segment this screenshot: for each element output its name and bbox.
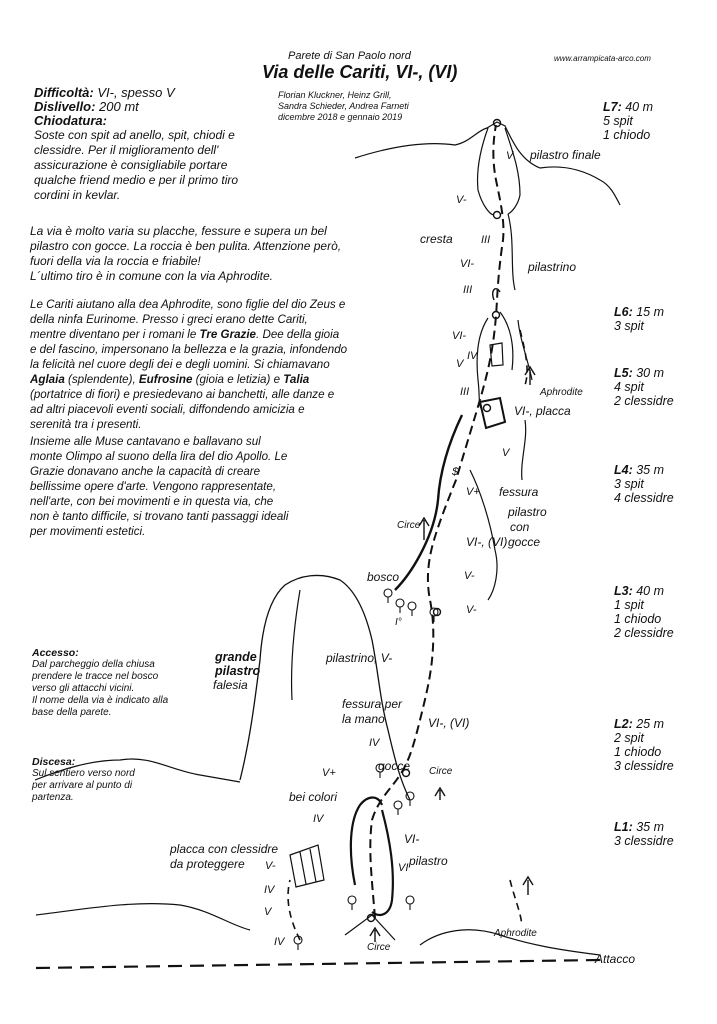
- upper-pillar: [477, 312, 513, 410]
- grade-vminus-b: V-: [466, 604, 477, 616]
- route-title: Via delle Cariti, VI-, (VI): [262, 62, 458, 82]
- pitch-l7: L7: 40 m 5 spit 1 chiodo: [603, 100, 654, 142]
- label-pilastrino: pilastrino: [528, 260, 577, 274]
- grade-vi-a: VI-: [460, 258, 475, 270]
- pitch-l4: L4: 35 m 3 spit 4 clessidre: [614, 463, 674, 505]
- grade-vplus-a: V+: [466, 486, 480, 498]
- pitch-l5: L5: 30 m 4 spit 2 clessidre: [614, 366, 674, 408]
- label-circe-lower: Circe: [429, 766, 453, 777]
- authors: Florian Kluckner, Heinz Grill, Sandra Schieder, Andrea Farneti dicembre 2018 e gennaio 2019: [278, 90, 409, 122]
- ground-line: [36, 960, 600, 968]
- gear-label: Chiodatura:: [34, 113, 107, 128]
- grade-iv-d: IV: [274, 936, 285, 948]
- pitch-l3: L3: 40 m 1 spit 1 chiodo 2 clessidre: [614, 584, 674, 640]
- aphrodite-arrow-bottom: [523, 877, 533, 895]
- grade-iii-c: III: [460, 386, 470, 398]
- grade-vminus-top: V-: [456, 194, 467, 206]
- difficulty-value: VI-, spesso V: [97, 85, 175, 100]
- label-grande-pilastro: grande pilastro: [215, 650, 261, 678]
- label-vi-placca: VI-, placca: [514, 404, 571, 418]
- route-description: La via è molto varia su placche, fessure e supera un bel pilastro con gocce. La roccia è ben pulita. Attenzione però, fuori della via la roccia e friabile! L´ultimo tiro è in comune con la via Aphrodite.: [30, 224, 342, 283]
- access-block: Accesso: Dal parcheggio della chiusa prendere le tracce nel bosco verso gli attacchi vicini. Il nome della via è indicato alla base della parete.: [32, 647, 169, 718]
- descent-title: Discesa:: [32, 756, 76, 768]
- grade-iv-c: IV: [264, 884, 275, 896]
- grade-vi-c: VI: [398, 862, 409, 874]
- pitch-l1: L1: 35 m 3 clessidre: [614, 820, 674, 848]
- main-wall-right-edge: [508, 214, 532, 480]
- grade-v-b: V: [456, 358, 464, 370]
- grade-vplus-b: V+: [322, 767, 336, 779]
- label-falesia: falesia: [213, 678, 248, 692]
- grande-pilastro-inner: [292, 590, 300, 700]
- route-variant-left: [288, 880, 300, 940]
- summit-tower: [477, 128, 520, 215]
- label-vi-vi-lower: VI-, (VI): [428, 716, 470, 730]
- label-fessura: fessura: [499, 485, 539, 499]
- bottom-peak: [345, 915, 395, 940]
- label-gocce: gocce: [378, 759, 411, 773]
- label-attacco: Attacco: [595, 952, 636, 966]
- grade-iv-e: IV: [467, 350, 478, 362]
- label-pilastro-finale: pilastro finale: [530, 148, 601, 162]
- label-vi-vi-upper: VI-, (VI): [466, 535, 508, 549]
- grade-vi-b: VI-: [452, 330, 467, 342]
- summit-ridge-outline: [355, 122, 620, 205]
- website: www.arrampicata-arco.com: [554, 54, 651, 63]
- grade-dollar: $: [452, 466, 459, 478]
- label-circe-bottom: Circe: [367, 942, 391, 953]
- label-bosco: bosco: [367, 570, 400, 584]
- placca-protection-box: [290, 845, 324, 887]
- grade-v-c: V: [502, 447, 510, 459]
- label-cresta: cresta: [420, 232, 453, 246]
- circe-arrow-lower: [435, 788, 445, 800]
- bottom-hill-left: [36, 904, 250, 930]
- l5-block: [480, 398, 505, 428]
- label-aphrodite-bottom: Aphrodite: [494, 928, 537, 939]
- height-value: 200 mt: [99, 99, 139, 114]
- label-first-degree: I°: [395, 617, 402, 628]
- grade-v-d: V: [264, 906, 272, 918]
- grade-v-top: V: [506, 150, 514, 162]
- grade-vminus-c: V-: [265, 860, 276, 872]
- story-paragraph-2: Insieme alle Muse cantavano e ballavano sul monte Olimpo al suono della lira del dio Apollo. Le Grazie donavano anche la capacità di creare bellissime opere d'arte. Vengono rappresentate, nell'arte, con bei movimenti e in questa via, che non è tanto difficile, si trovano tanti passaggi ideali per movimenti estetici.: [30, 435, 289, 538]
- label-placca-clessidre: placca con clessidre da proteggere: [170, 842, 279, 871]
- descent-block: Discesa: Sul sentiero verso nord per arrivare al punto di partenza.: [32, 756, 135, 803]
- height-label: Dislivello:: [34, 99, 96, 114]
- info-block: [34, 86, 238, 203]
- story-paragraph-1: Le Cariti aiutano alla dea Aphrodite, sono figlie del dio Zeus e della ninfa Eurinome. Presso i greci erano dette Cariti, mentre diventano per i romani le Tre Grazie. Dee della gioia e del fascino, impersonano la bellezza e la grazia, infondendo la felicità nel cuore degli dei e degli uomini. Si chiamavano Aglaia (splendente), Eufrosine (gioia e letizia) e Talia (portatrice di fiori) e presiedevano ai banchetti, alle danze e ad altri piacevoli eventi sociali, diffondendo amicizia e serenità tra i presenti.: [30, 298, 348, 431]
- grade-iii-b: III: [463, 284, 473, 296]
- aphrodite-route: [510, 330, 527, 925]
- label-pilastro-con-gocce: pilastro con gocce: [508, 505, 547, 549]
- label-bei-colori: bei colori: [289, 790, 338, 804]
- label-vi-pilastro: VI- pilastro: [404, 832, 448, 868]
- label-fessura-mano: fessura per la mano: [342, 697, 403, 726]
- lower-pillar-right: [372, 810, 393, 915]
- grade-iv-a: IV: [369, 737, 380, 749]
- label-pilastrino-v: pilastrino, V-: [326, 651, 393, 665]
- gear-text: Soste con spit ad anello, spit, chiodi e clessidre. Per il miglioramento dell' assicurazione è consigliabile portare qualche friend medio e per il primo tiro cordini in kevlar.: [34, 128, 239, 202]
- lower-pillar-left: [351, 798, 382, 886]
- difficulty-label: Difficoltà:: [34, 85, 94, 100]
- label-aphrodite-mid: Aphrodite: [540, 387, 583, 398]
- label-circe-mid: Circe: [397, 520, 421, 531]
- grade-iv-b: IV: [313, 813, 324, 825]
- access-title: Accesso:: [32, 647, 79, 659]
- pitch-l6: L6: 15 m 3 spit: [614, 305, 665, 333]
- pitch-l2: L2: 25 m 2 spit 1 chiodo 3 clessidre: [614, 717, 674, 773]
- grade-vminus-a: V-: [464, 570, 475, 582]
- grade-iii-a: III: [481, 234, 491, 246]
- circe-arrow-bottom: [370, 928, 380, 942]
- wall-name: Parete di San Paolo nord: [288, 50, 411, 62]
